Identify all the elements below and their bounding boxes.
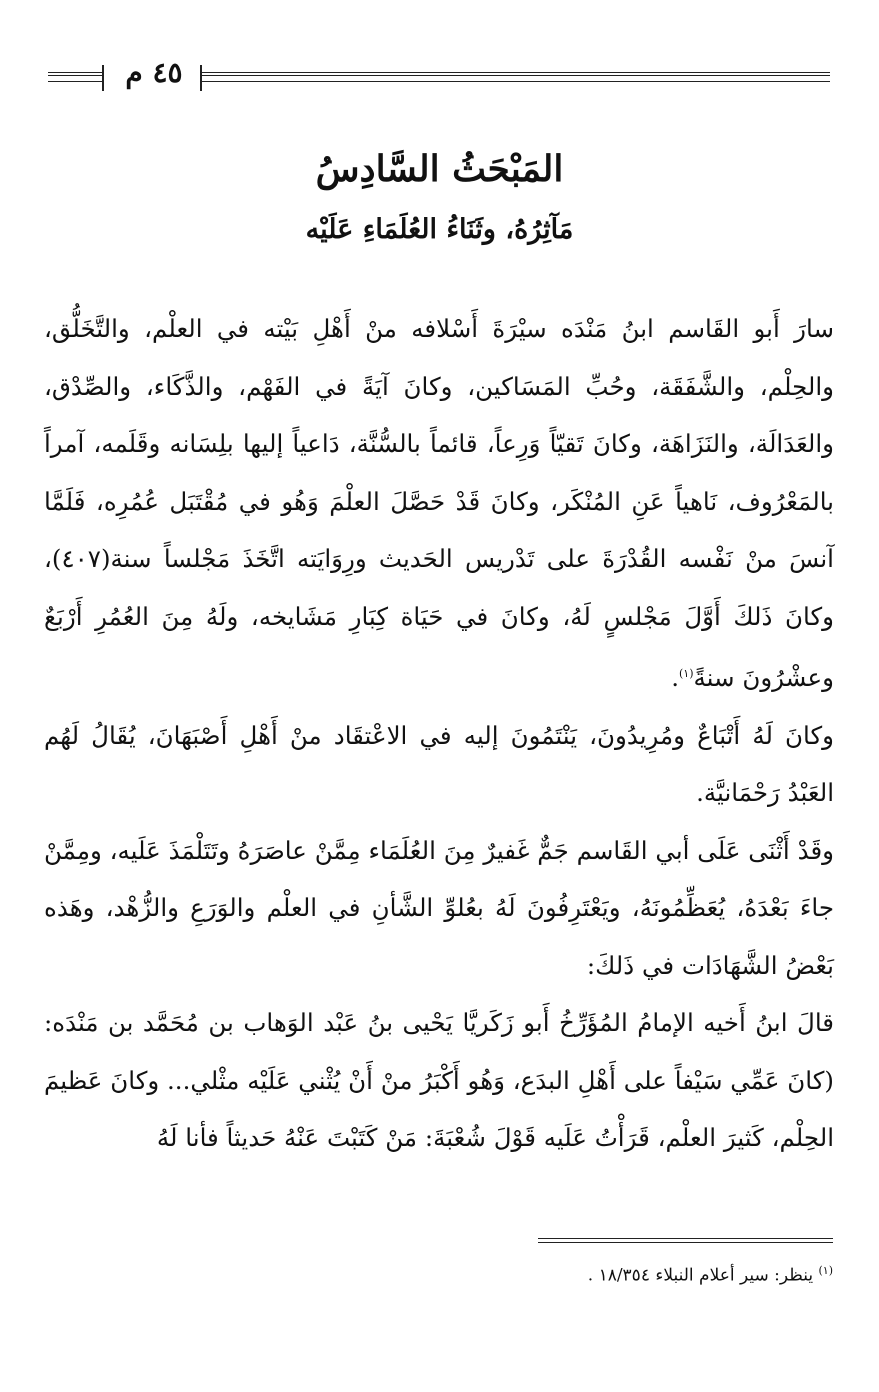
footnote-reference: (١) bbox=[678, 667, 694, 680]
section-subtitle: مَآثِرُهُ، وثَنَاءُ العُلَمَاءِ عَلَيْه bbox=[305, 214, 574, 245]
footnote-separator bbox=[538, 1238, 833, 1243]
paragraph-3: وقَدْ أَثْنَى عَلَى أبي القَاسم جَمٌّ غَفيرٌ مِنَ العُلَمَاء مِمَّنْ عاصَرَهُ وتَتَلْمَذَ عَلَيه، ومِمَّنْ جاءَ بَعْدَهُ، يُعَظِّمُونَهُ، ويَعْتَرِفُونَ لَهُ بعُلوِّ الشَّأنِ في العلْم والوَرَعِ والزُّهْد، وهَذه بَعْضُ الشَّهَادَات في ذَلكَ: bbox=[44, 835, 834, 980]
page-number: ٤٥ م bbox=[125, 56, 183, 89]
footnote bbox=[333, 1264, 833, 1286]
body-text bbox=[44, 300, 834, 1167]
sentence-end: . bbox=[671, 663, 679, 693]
section-title: المَبْحَثُ السَّادِسُ bbox=[315, 148, 564, 190]
header-rule-left bbox=[48, 72, 104, 82]
running-header bbox=[48, 56, 830, 102]
paragraph-4: قالَ ابنُ أَخيه الإمامُ المُؤَرِّخُ أَبو زَكَريَّا يَحْيى بنُ عَبْد الوَهاب بن مُحَمَّد بن مَنْدَه: (كانَ عَمِّي سَيْفاً على أَهْلِ البدَع، وَهُو أَكْبَرُ منْ أَنْ يُثْني عَلَيْه مثْلي... وكانَ عَظيمَ الحِلْم، كَثيرَ العلْم، قَرَأْتُ عَلَيه قَوْلَ شُعْبَةَ: مَنْ كَتَبْتَ عَنْهُ حَديثاً فأنا لَهُ bbox=[44, 1008, 834, 1153]
paragraph-2: وكانَ لَهُ أَتْبَاعٌ ومُرِيدُونَ، يَنْتَمُونَ إليه في الاعْتقَاد منْ أَهْلِ أَصْبَهَانَ، يُقَالُ لَهُم العَبْدُ رَحْمَانيَّة. bbox=[44, 720, 834, 808]
paragraph-1 bbox=[44, 300, 834, 707]
paragraph-1-text: سارَ أَبو القَاسم ابنُ مَنْدَه سيْرَةَ أَسْلافه منْ أَهْلِ بَيْته في العلْم، والتَّخَلُّق، والحِلْم، والشَّفَقَة، وحُبِّ المَسَاكين، وكانَ آيَةً في الفَهْم، والذَّكَاء، والصِّدْق، والعَدَالَة، والنَزَاهَة، وكانَ تَقيّاً وَرِعاً، قائماً بالسُّنَّة، دَاعياً إليها بلِسَانه وقَلَمه، آمراً بالمَعْرُوف، نَاهياً عَنِ المُنْكَر، وكانَ قَدْ حَصَّلَ العلْمَ وَهُو في مُقْتَبَل عُمُرِه، فَلَمَّا آنسَ منْ نَفْسه القُدْرَةَ على تَدْريس الحَديث ورِوَايَته اتَّخَذَ مَجْلساً سنة(٤٠٧)، وكانَ ذَلكَ أَوَّلَ مَجْلسٍ لَهُ، وكانَ في حَيَاة كِبَارِ مَشَايخه، ولَهُ مِنَ العُمُرِ أَرْبَعٌ وعشْرُونَ سنةً bbox=[44, 314, 834, 693]
footnote-text: ينظر: سير أعلام النبلاء ١٨/٣٥٤ . bbox=[587, 1265, 814, 1286]
footnote-marker: (١) bbox=[818, 1264, 833, 1277]
header-rule-right bbox=[200, 72, 830, 82]
